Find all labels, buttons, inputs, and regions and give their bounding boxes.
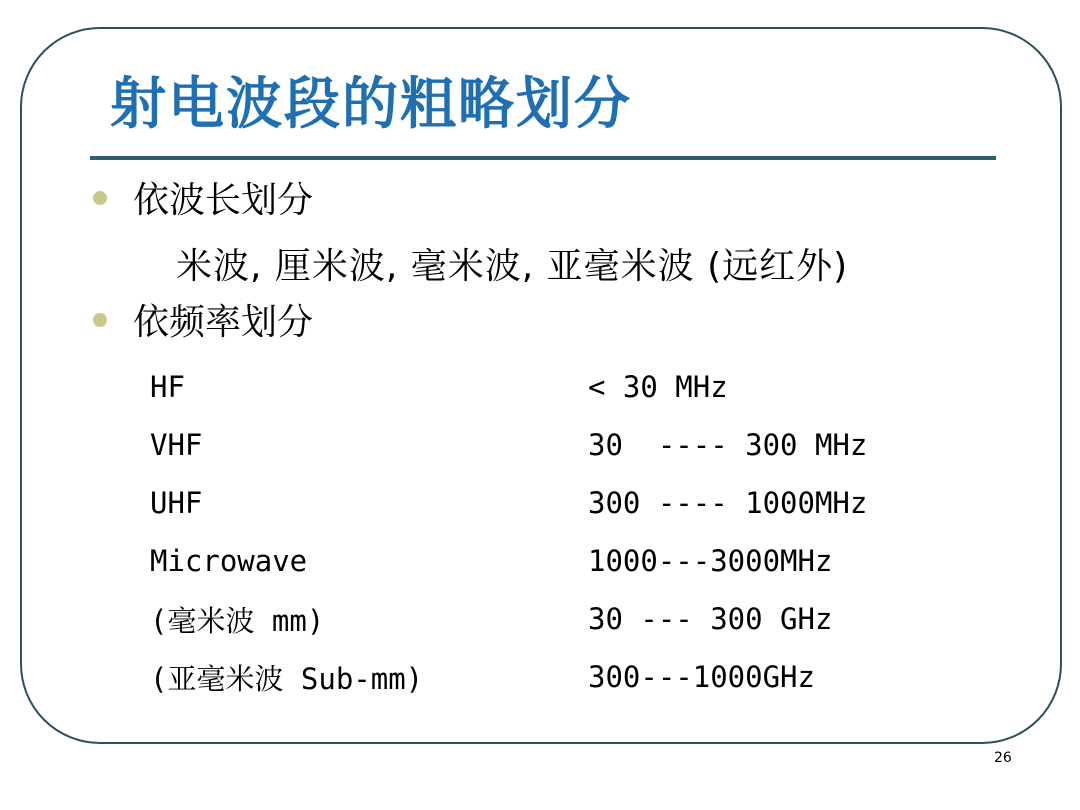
band-name: HF	[150, 370, 185, 404]
frequency-heading: 依频率划分	[133, 302, 314, 343]
band-row	[150, 474, 980, 532]
band-row	[150, 358, 980, 416]
title-underline	[90, 156, 996, 160]
band-range: 300 ---- 1000MHz	[588, 486, 868, 520]
band-name: UHF	[150, 486, 203, 520]
band-range: 30 --- 300 GHz	[588, 602, 833, 636]
wavelength-heading: 依波长划分	[133, 180, 314, 221]
wavelength-detail: 米波, 厘米波, 毫米波, 亚毫米波 (远红外)	[176, 246, 849, 287]
band-name: (亚毫米波 Sub-mm)	[150, 661, 424, 696]
band-row	[150, 648, 980, 706]
slide-title: 射电波段的粗略划分	[110, 72, 632, 137]
band-name: Microwave	[150, 544, 308, 578]
band-name: (毫米波 mm)	[150, 603, 325, 638]
band-name: VHF	[150, 428, 203, 462]
frequency-band-table	[150, 358, 980, 706]
band-row	[150, 416, 980, 474]
page-number: 26	[994, 750, 1012, 766]
band-row	[150, 532, 980, 590]
band-range: < 30 MHz	[588, 370, 728, 404]
bullet-frequency	[93, 294, 313, 345]
bullet-wavelength	[93, 172, 313, 223]
bullet-dot-icon	[93, 191, 107, 205]
bullet-dot-icon	[93, 313, 107, 327]
band-range: 300---1000GHz	[588, 660, 815, 694]
band-range: 1000---3000MHz	[588, 544, 833, 578]
band-range: 30 ---- 300 MHz	[588, 428, 868, 462]
band-row	[150, 590, 980, 648]
